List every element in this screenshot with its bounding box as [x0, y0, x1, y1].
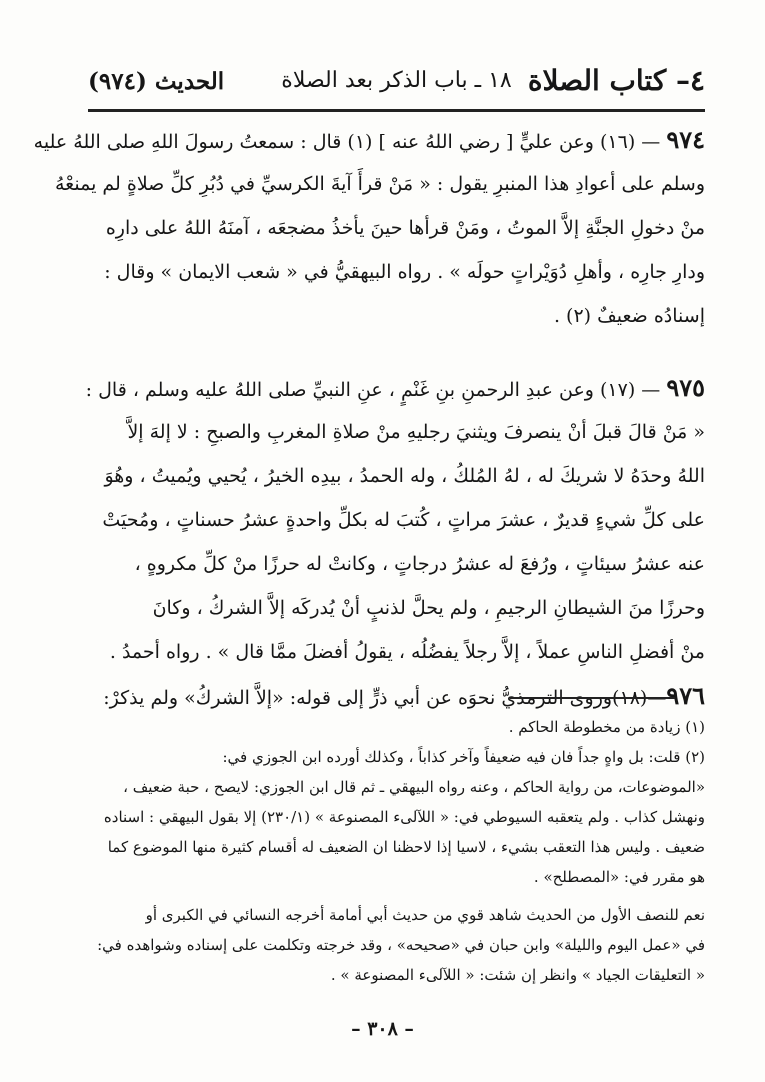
text-line: ٩٧٥ — (١٧) وعن عبدِ الرحمنِ بنِ غَنْمٍ ، عنِ النبيِّ صلى اللهُ عليه وسلم ، قال :: [85, 373, 705, 402]
text-line: اللهُ وحدَهُ لا شريكَ له ، لهُ المُلكُ ، وله الحمدُ ، بيدِه الخيرُ ، يُحيي ويُميتُ ، وهُوَ: [104, 465, 705, 487]
text-line: عنه عشرُ سيئاتٍ ، ورُفعَ له عشرُ درجاتٍ ، وكانتْ له حرزًا منْ كلِّ مكروهٍ ،: [134, 553, 705, 575]
footnote-line: ضعيف . وليس هذا التعقب بشيء ، لاسيا إذا لاحظنا ان الضعيف له أقسام كثيرة منها الموضوع كما: [107, 838, 705, 856]
footnote-line: «الموضوعات، من رواية الحاكم ، وعنه رواه البيهقي ـ ثم قال ابن الجوزي: لايصح ، حبة ضعيف ،: [123, 778, 705, 796]
text-line: إسنادُه ضعيفٌ (٢) .: [553, 305, 705, 327]
running-header: [88, 62, 705, 106]
footnote-line: في «عمل اليوم والليلة» وابن حبان في «صحيحه» ، وقد خرجته وتكلمت على إسناده وشواهده في:: [97, 936, 705, 954]
text-line: على كلِّ شيءٍ قديرٌ ، عشرَ مراتٍ ، كُتبَ له بكلِّ واحدةٍ عشرُ حسناتٍ ، ومُحيَتْ: [102, 509, 705, 531]
footnote-line: (٢) قلت: بل واهٍ جداً فان فيه ضعيفاً وآخر كذاباً ، وكذلك أورده ابن الجوزي في:: [222, 748, 705, 766]
hadith-974: [33, 118, 705, 338]
hadith-number: ٩٧٦: [666, 681, 705, 710]
text-line: وحرزًا منَ الشيطانِ الرجيمِ ، ولم يحلَّ لذنبٍ أنْ يُدركَه إلاَّ الشركُ ، وكانَ: [152, 597, 705, 619]
text-line: ودارِ جارِه ، وأهلِ دُوَيْراتٍ حولَه » . رواه البيهقيُّ في « شعب الايمان » وقال :: [104, 261, 705, 283]
book-title: ٤– كتاب الصلاة: [527, 64, 705, 97]
hadith-975: [85, 366, 705, 718]
text-line: منْ أفضلِ الناسِ عملاً ، إلاَّ رجلاً يفضُلُه ، يقولُ أفضلَ ممَّا قال » . رواه أحمدُ .: [109, 641, 705, 663]
hadith-label: الحديث (٩٧٤): [88, 68, 225, 95]
footnote-line: هو مقرر في: «المصطلح» .: [533, 868, 705, 886]
chapter-title: ١٨ ـ باب الذكر بعد الصلاة: [281, 68, 512, 93]
text-line: وسلم على أعوادِ هذا المنبرِ يقول : « مَنْ قرأَ آيةَ الكرسيِّ في دُبُرِ كلِّ صلاةٍ لم يمنعْهُ: [55, 173, 705, 195]
footnote-line: نعم للنصف الأول من الحديث شاهد قوي من حديث أبي أمامة أخرجه النسائي في الكبرى أو: [145, 906, 705, 924]
text-line: ٩٧٦—(١٨)وروى الترمذيُّ نحوَه عن أبي ذرٍّ إلى قوله: «إلاَّ الشركُ» ولم يذكرْ:: [103, 681, 705, 710]
footnote-line: (١) زيادة من مخطوطة الحاكم .: [508, 718, 705, 736]
hadith-number: ٩٧٥: [666, 373, 705, 402]
text-line: منْ دخولِ الجنَّةِ إلاَّ الموتُ ، ومَنْ قرأها حينَ يأخذُ مضجعَه ، آمنَهُ اللهُ على دارِه: [105, 217, 705, 239]
footnotes: [92, 712, 705, 990]
text-line: ٩٧٤ — (١٦) وعن عليٍّ [ رضي اللهُ عنه ] (١) قال : سمعتُ رسولَ اللهِ صلى اللهُ عليه: [33, 125, 705, 154]
footnote-divider: [510, 697, 675, 699]
page-number: – ٣٠٨ –: [351, 1018, 414, 1040]
main-text: [33, 118, 705, 746]
header-rule: [88, 109, 705, 112]
footnote-line: ونهشل كذاب . ولم يتعقبه السيوطي في: « اللآلىء المصنوعة » (٢٣٠/١) إلا بقول البيهقي : اسناده: [103, 808, 705, 826]
footnote-line: « التعليقات الجياد » وانظر إن شئت: « اللآلىء المصنوعة » .: [330, 966, 705, 984]
hadith-number: ٩٧٤: [666, 125, 705, 154]
text-line: « مَنْ قالَ قبلَ أنْ ينصرفَ ويثنيَ رجليهِ منْ صلاةِ المغربِ والصبحِ : لا إلهَ إلاَّ: [127, 421, 705, 443]
